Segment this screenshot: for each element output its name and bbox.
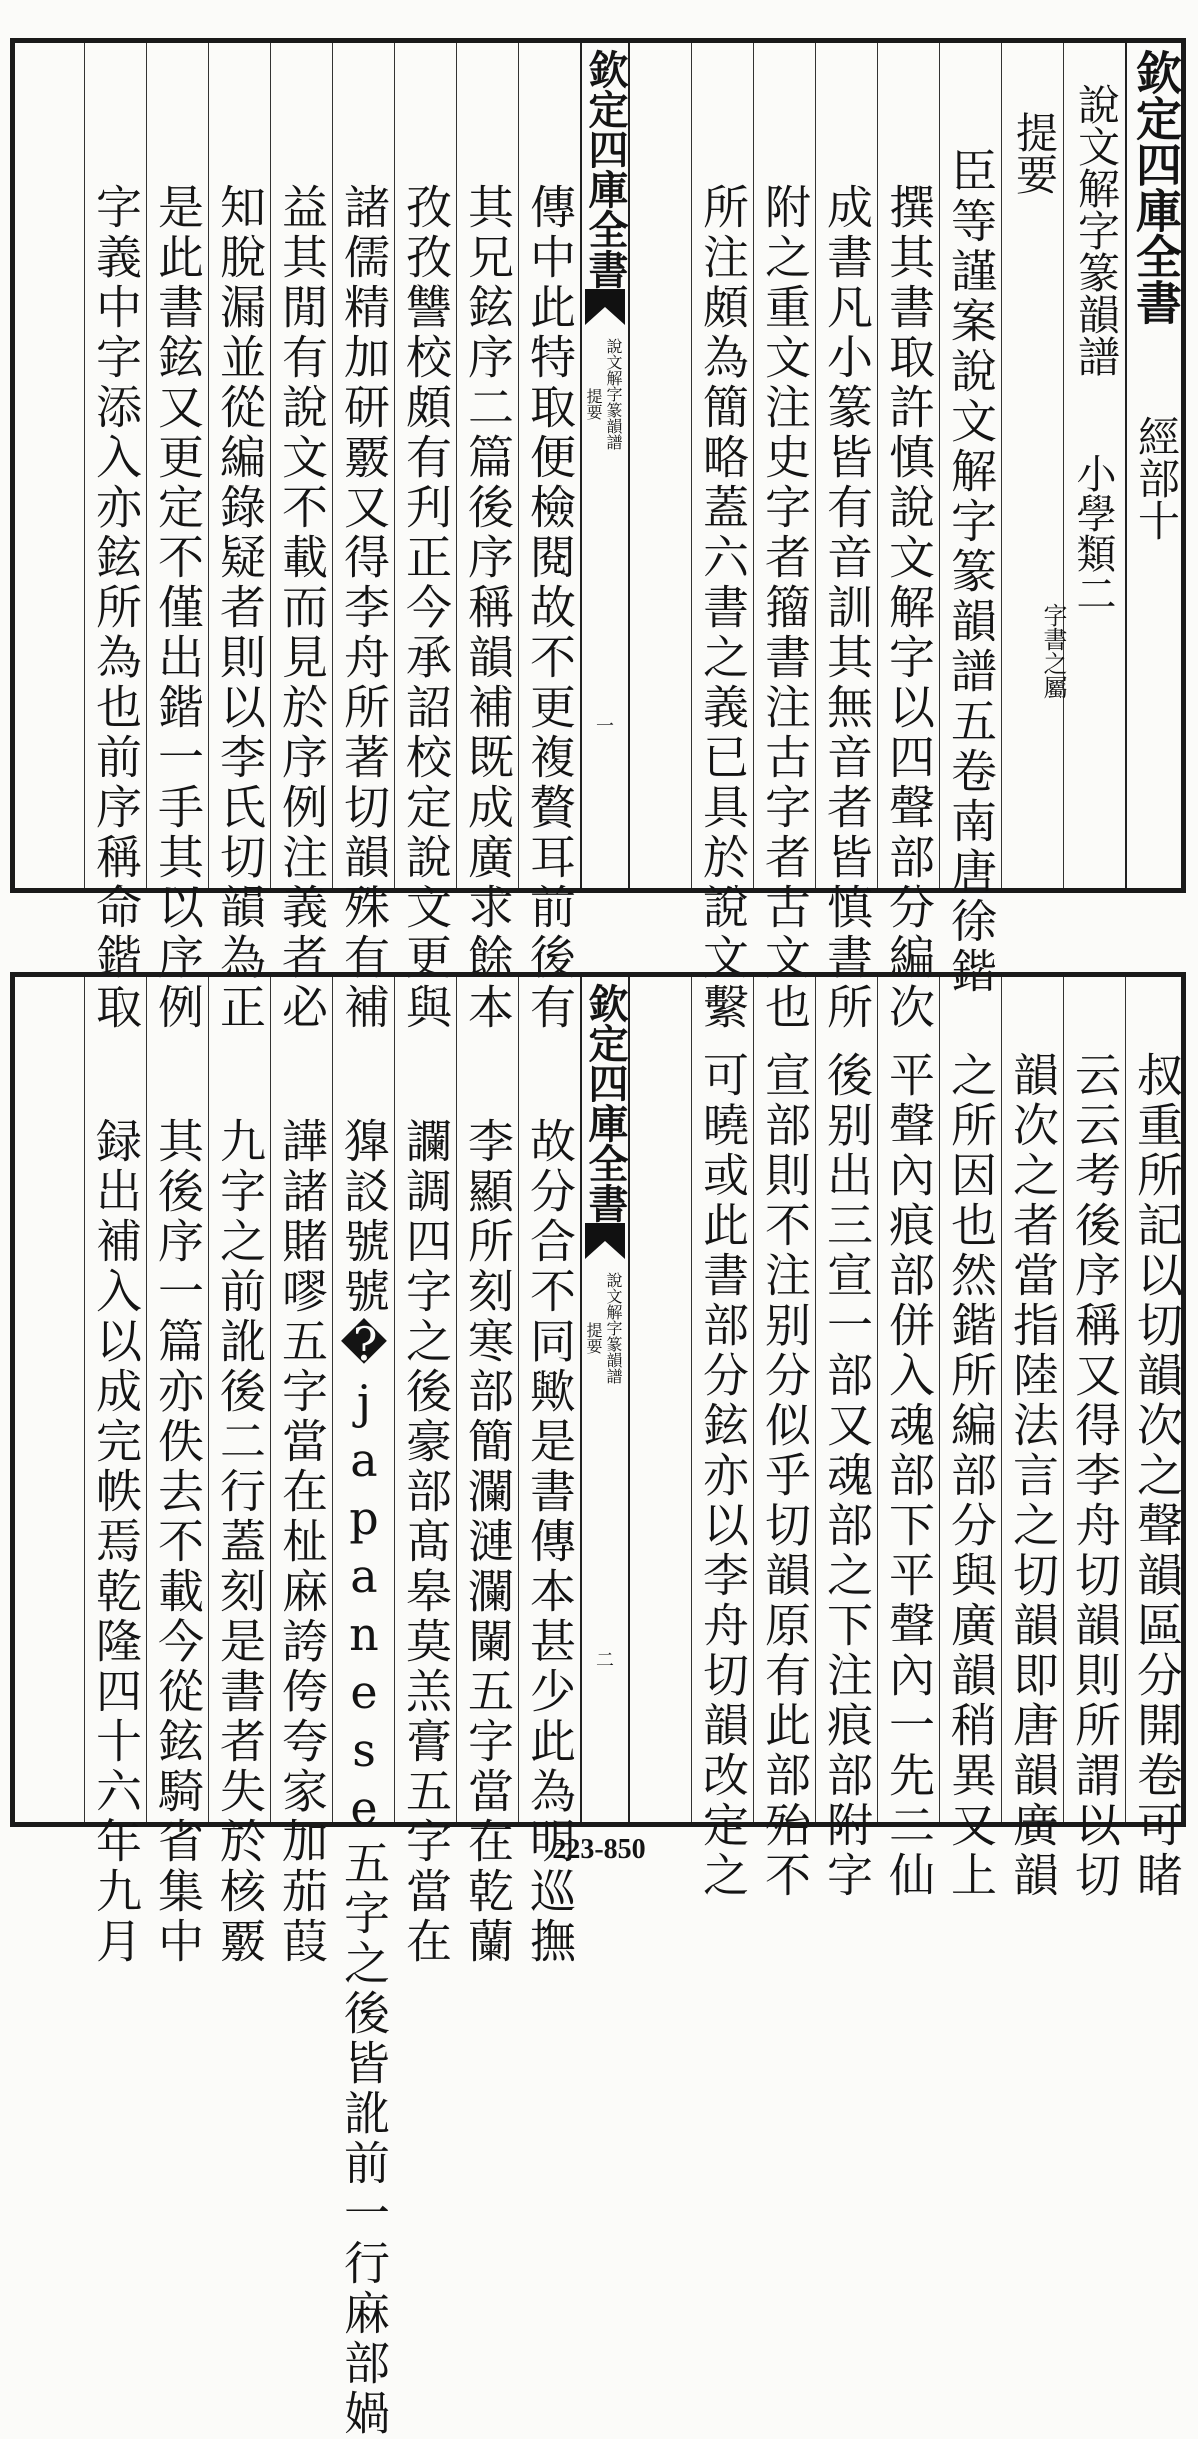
column-text: 譁諸賭嘐五字當在杫麻誇侉夸家加茄葭 [275,1117,329,1967]
column-text: 讕調四字之後豪部髙皋莫羔膏五字當在 [399,1117,453,1967]
column-text: 傳中此特取便檢閱故不更複贅耳前後有 [523,183,577,1033]
text-column [270,43,332,1033]
column-text: 宣部則不注别分似乎切韻原有此部殆不 [758,1051,812,1901]
column-text: 平聲內痕部併入魂部下平聲內一先二仙 [882,1051,936,1901]
spine-sub-title: 說文解字篆韻譜 [604,1272,623,1384]
spine-column [580,43,630,888]
text-column [1063,977,1125,1901]
column-text: 字義中字添入亦鉉所為也前序稱命鍇取 [89,183,143,1033]
text-column [84,977,146,1967]
text-column [815,43,877,1033]
text-column [394,43,456,1033]
text-column [270,977,332,1967]
spine-sub-title: 說文解字篆韻譜 [604,338,623,450]
column-text: 臣等謹案說文解字篆韻譜五卷南唐徐鍇 [944,147,998,997]
text-column [753,977,815,1901]
text-column [394,977,456,1967]
spine-page-number: 二 [596,1650,614,1671]
text-column [939,977,1001,1901]
spine-title: 欽定四庫全書 [582,983,629,1223]
text-column [456,977,518,1967]
text-column [815,977,877,1901]
column-text: 是此書鉉又更定不僅出鍇一手其以序例 [151,183,205,1033]
top-page [10,38,1186,1033]
column-text: 云云考後序稱又得李舟切韻則所謂以切 [1068,1051,1122,1901]
text-column [1125,977,1184,1901]
fish-tail-mark-icon [585,289,625,325]
column-text: 故分合不同歟是書傳本甚少此為明巡撫 [523,1117,577,1967]
column-text: 其後序一篇亦佚去不載今從鉉騎省集中 [151,1117,205,1967]
column-text: 九字之前訛後二行蓋刻是書者失於核覈 [213,1117,267,1967]
column-text: 録出補入以成完帙焉乾隆四十六年九月 [89,1117,143,1967]
text-column [518,977,580,1967]
fish-tail-mark-icon [585,1223,625,1259]
section-label: 經部十 [1132,415,1181,541]
text-column [332,977,394,2439]
collection-title: 欽定四庫全書 [1129,49,1183,325]
column-text: 知脫漏並從編錄疑者則以李氏切韻為正 [213,183,267,1033]
collection-title-column [1125,43,1183,888]
text-column [691,977,753,1901]
text-column [208,43,270,1033]
column-text: 之所因也然鍇所編部分與廣韻稍異又上 [944,1051,998,1901]
column-text: 叔重所記以切韻次之聲韻區分開卷可睹 [1130,1051,1184,1901]
column-text: 後别出三宣一部又魂部之下注痕部附字 [820,1051,874,1901]
column-text: 撰其書取許慎說文解字以四聲部分編次 [882,183,936,1033]
column-text: 獋訤號號�japanese五字之後皆訛前一行麻部媧 [337,1117,391,2439]
column-text: 諸儒精加研覈又得李舟所著切韻殊有補 [337,183,391,1033]
column-text: 李顯所刻寒部簡瀾漣瀾闌五字當在乾蘭 [461,1117,515,1967]
text-column [1001,977,1063,1901]
tiyao-label-column [1001,43,1063,888]
column-text: 可曉或此書部分鉉亦以李舟切韻改定之 [696,1051,750,1901]
column-text: 成書凡小篆皆有音訓其無音者皆慎書所 [820,183,874,1033]
book-title: 說文解字篆韻譜 [1072,83,1121,377]
column-text: 附之重文注史字者籀書注古字者古文也 [758,183,812,1033]
text-column [877,43,939,1033]
spine-column [580,977,630,1822]
text-column [208,977,270,1967]
text-column [939,43,1001,997]
text-column [84,43,146,1033]
text-column [691,43,753,1033]
column-text: 所注頗為簡略蓋六書之義已具於說文繫 [696,183,750,1033]
column-text: 孜孜讐校頗有刋正今承詔校定說文更與 [399,183,453,1033]
column-text: 益其閒有說文不載而見於序例注義者必 [275,183,329,1033]
text-column [146,43,208,1033]
text-column [456,43,518,1033]
text-column [332,43,394,1033]
text-column [877,977,939,1901]
spine-page-number: 一 [596,716,614,737]
column-text: 韻次之者當指陸法言之切韻即唐韻廣韻 [1006,1051,1060,1901]
tiyao-label: 提要 [1010,111,1059,195]
spine-title: 欽定四庫全書 [582,49,629,289]
column-text: 其兄鉉序二篇後序稱韻補既成廣求餘本 [461,183,515,1033]
category-label: 小學類二 [1070,453,1116,613]
spine-sub-label: 提要 [584,388,603,420]
spine-sub-label: 提要 [584,1322,603,1354]
page-code: 223-850 [552,1834,646,1865]
category-note: 字書之屬 [1039,603,1067,699]
text-column [518,43,580,1033]
text-column [753,43,815,1033]
book-title-column [1063,43,1125,888]
text-column [146,977,208,1967]
